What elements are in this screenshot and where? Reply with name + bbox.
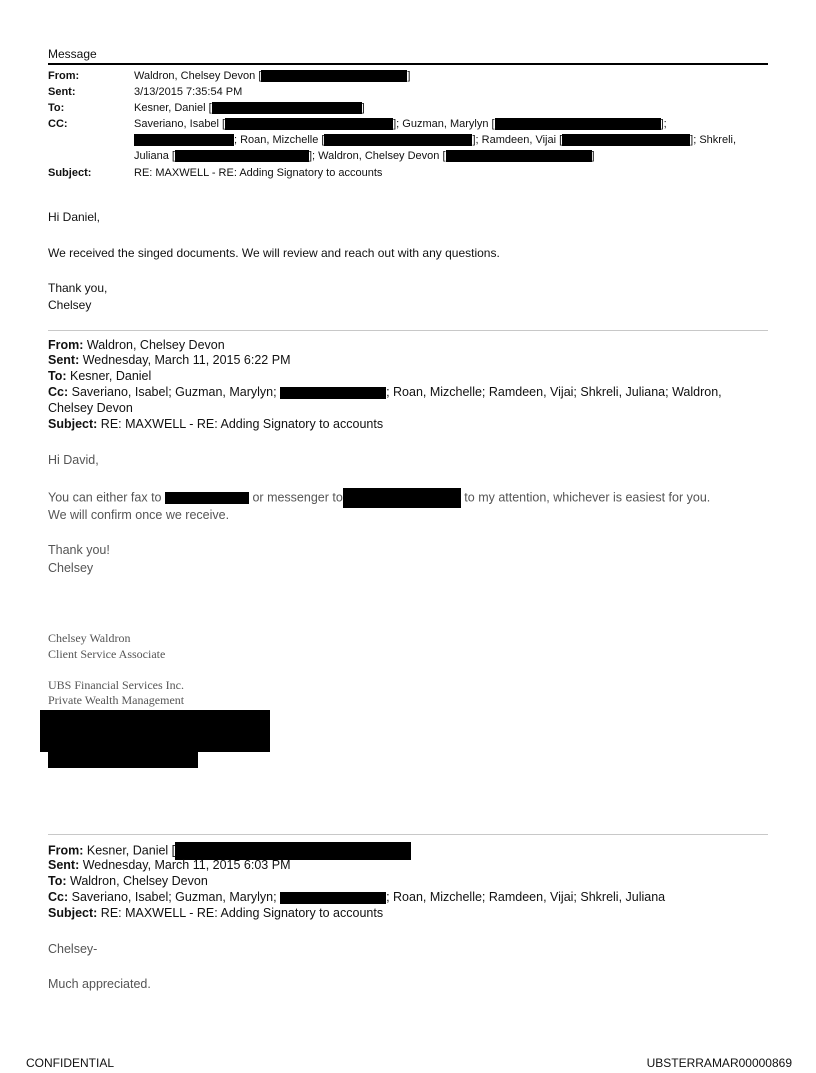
signature-name: Chelsey Waldron — [48, 631, 131, 645]
redaction — [261, 70, 407, 82]
subject-value: RE: MAXWELL - RE: Adding Signatory to accounts — [134, 167, 383, 179]
message1-body: We received the singed documents. We will review and reach out with any questions. — [48, 246, 500, 260]
message-separator — [48, 834, 768, 835]
redaction — [495, 118, 661, 130]
message2-cc: Cc: Saveriano, Isabel; Guzman, Marylyn; ; Roan, Mizchelle; Ramdeen, Vijai; Shkreli, Juliana; Waldron, — [48, 385, 722, 399]
redaction — [280, 387, 386, 399]
message3-body: Much appreciated. — [48, 977, 151, 991]
message1-name: Chelsey — [48, 298, 92, 312]
from-name: Waldron, Chelsey Devon [ — [134, 70, 262, 82]
message2-to: To: Kesner, Daniel — [48, 369, 152, 383]
redaction — [165, 492, 249, 504]
redaction — [175, 150, 309, 162]
to-label: To: — [48, 102, 65, 114]
message-separator — [48, 330, 768, 331]
redaction — [562, 134, 690, 146]
cc-line-1: Saveriano, Isabel [ ]; Guzman, Marylyn [ ]; — [134, 118, 667, 130]
message2-sent: Sent: Wednesday, March 11, 2015 6:22 PM — [48, 353, 291, 367]
message2-body: You can either fax to or messenger to to my attention, whichever is easiest for you. — [48, 488, 710, 508]
message-label: Message — [48, 47, 97, 61]
to-value: Kesner, Daniel [ ] — [134, 102, 365, 114]
from-label: From: — [48, 70, 80, 82]
message1-closing: Thank you, — [48, 281, 108, 295]
message2-subject: Subject: RE: MAXWELL - RE: Adding Signatory to accounts — [48, 417, 384, 431]
redaction — [280, 892, 386, 904]
cc-line-2: ; Roan, Mizchelle [ ]; Ramdeen, Vijai [ ]; Shkreli, — [134, 134, 736, 146]
message3-to: To: Waldron, Chelsey Devon — [48, 874, 208, 888]
message3-cc: Cc: Saveriano, Isabel; Guzman, Marylyn; ; Roan, Mizchelle; Ramdeen, Vijai; Shkreli, Juliana — [48, 890, 666, 904]
footer-bates-number: UBSTERRAMAR00000869 — [646, 1056, 792, 1070]
cc-line-3: Juliana [ ]; Waldron, Chelsey Devon [ ] — [134, 150, 595, 162]
cc-label: CC: — [48, 118, 68, 130]
header-rule — [48, 63, 768, 65]
subject-label: Subject: — [48, 167, 92, 179]
message3-subject: Subject: RE: MAXWELL - RE: Adding Signatory to accounts — [48, 906, 384, 920]
message1-greeting: Hi Daniel, — [48, 210, 101, 224]
redaction — [343, 488, 461, 508]
message2-closing: Thank you! — [48, 543, 110, 557]
signature-company: UBS Financial Services Inc. — [48, 678, 184, 692]
message3-sent: Sent: Wednesday, March 11, 2015 6:03 PM — [48, 858, 291, 872]
message3-greeting: Chelsey- — [48, 942, 98, 956]
message3-from: From: Kesner, Daniel [ — [48, 842, 411, 860]
redaction — [446, 150, 592, 162]
message2-name: Chelsey — [48, 561, 94, 575]
redaction — [324, 134, 472, 146]
redaction — [225, 118, 393, 130]
message2-from: From: Waldron, Chelsey Devon — [48, 338, 225, 352]
message2-greeting: Hi David, — [48, 453, 99, 467]
footer-confidential: CONFIDENTIAL — [26, 1056, 115, 1070]
redaction — [212, 102, 362, 114]
from-value: Waldron, Chelsey Devon [ ] — [134, 70, 411, 82]
message2-body-line2: We will confirm once we receive. — [48, 508, 230, 522]
redaction — [48, 752, 198, 768]
sent-label: Sent: — [48, 86, 76, 98]
signature-division: Private Wealth Management — [48, 693, 185, 707]
signature-title: Client Service Associate — [48, 647, 166, 661]
redaction — [134, 134, 234, 146]
message2-cc-line2: Chelsey Devon — [48, 401, 133, 415]
redaction — [40, 710, 270, 752]
sent-value: 3/13/2015 7:35:54 PM — [134, 86, 243, 98]
